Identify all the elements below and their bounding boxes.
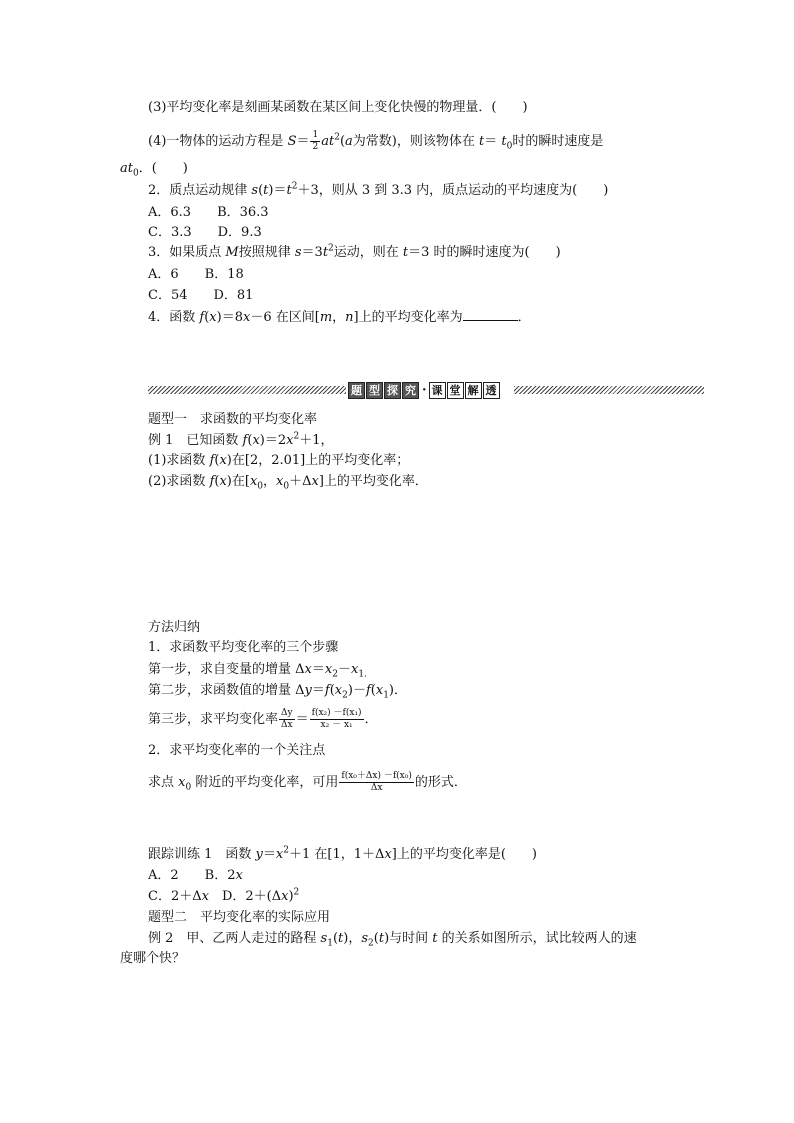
fraction-local-rate: $\frac{\text{f(x₀＋Δx) －f(x₀)}}{\Delta x}$ xyxy=(341,771,412,793)
fraction-difference-quotient: $\frac{\text{f(x₂) －f(x₁)}}{\text{x₂ － x₁}}$ xyxy=(311,708,362,730)
tracking-exercise-1-options-ab: A．2 B．2x xyxy=(148,868,243,883)
banner-char: 堂 xyxy=(447,382,464,399)
banner-char: 课 xyxy=(429,382,446,399)
method-section-2-body: 求点 $x_0$ 附近的平均变化率，可用 $\frac{\text{f(x₀＋Δx) －f(x₀)}}{\Delta x}$ 的形式． xyxy=(148,771,467,793)
example-1-part-1: (1)求函数 f(x)在[2，2.01]上的平均变化率； xyxy=(148,453,410,468)
banner-tag xyxy=(348,381,501,399)
answer-blank xyxy=(463,308,518,321)
method-step-3: 第三步，求平均变化率 $\frac{\Delta y}{\Delta x}$ ＝ $\frac{\text{f(x₂) －f(x₁)}}{\text{x₂ － x₁}}$ ． xyxy=(148,708,378,730)
banner-hatch-right xyxy=(514,386,704,394)
fraction-dy-dx: $\frac{\Delta y}{\Delta x}$ xyxy=(281,708,293,730)
banner-char: 究 xyxy=(402,382,419,399)
question-4-continuation: $at_0$．( ) xyxy=(120,161,188,179)
banner-hatch-left xyxy=(148,386,346,394)
tracking-exercise-1-stem: 跟踪训练 1 函数 $y=x^2+1$ 在[1，1＋Δx]上的平均变化率是( ) xyxy=(148,845,537,862)
banner-char: 透 xyxy=(483,382,500,399)
question-2-options-cd: C．3.3 D．9.3 xyxy=(148,225,262,240)
question-2-options-ab: A．6.3 B．36.3 xyxy=(148,205,269,220)
fraction-one-half: $\frac{1}{2}$ xyxy=(312,130,319,152)
banner-char: 型 xyxy=(366,382,383,399)
type2-title: 题型二 平均变化率的实际应用 xyxy=(148,910,331,925)
tracking-exercise-1-options-cd: C．2＋Δx D．$2+(\Delta x)^2$ xyxy=(148,887,300,904)
question-4b-stem: 4．函数 f(x)＝8x－6 在区间[m，n]上的平均变化率为 ． xyxy=(148,310,531,325)
example-1-stem: 例 1 已知函数 $f(x)=2x^2+1$， xyxy=(148,431,334,448)
example-2-stem: 例 2 甲、乙两人走过的路程 $s_1(t)$，$s_2(t)$与时间 t 的关系如图所示，试比较两人的速 xyxy=(148,931,637,949)
section-banner xyxy=(148,381,704,399)
banner-dot: · xyxy=(422,382,427,398)
question-3b-stem: 3．如果质点 M按照规律 $s=3t^2$运动，则在 t＝3 时的瞬时速度为( ) xyxy=(148,243,561,260)
example-1-part-2: (2)求函数 f(x)在[$x_0$，$x_0+\Delta x$]上的平均变化率． xyxy=(148,474,428,492)
question-4-statement: (4)一物体的运动方程是 S＝ $\frac{1}{2}$ $at^2(a$为常数)，则该物体在 $t= t_0$时的瞬时速度是 xyxy=(148,130,604,152)
question-2-stem: 2．质点运动规律 $s(t)=t^2+3$，则从 3 到 3.3 内，质点运动的平均速度为( ) xyxy=(148,181,609,198)
banner-char: 解 xyxy=(465,382,482,399)
method-section-2-heading: 2．求平均变化率的一个关注点 xyxy=(148,743,326,758)
banner-char: 探 xyxy=(384,382,401,399)
method-section-1-heading: 1．求函数平均变化率的三个步骤 xyxy=(148,640,339,655)
question-3-statement: (3)平均变化率是刻画某函数在某区间上变化快慢的物理量．( ) xyxy=(148,100,528,115)
question-3b-options-ab: A．6 B．18 xyxy=(148,267,244,282)
type1-title: 题型一 求函数的平均变化率 xyxy=(148,412,318,427)
method-title: 方法归纳 xyxy=(148,620,201,635)
example-2-continuation: 度哪个快？ xyxy=(120,951,186,966)
method-step-1: 第一步，求自变量的增量 $\Delta x=x_2-x_{1.}$ xyxy=(148,662,367,680)
method-step-2: 第二步，求函数值的增量 $\Delta y=f(x_2)-f(x_1)$． xyxy=(148,683,407,701)
question-3b-options-cd: C．54 D．81 xyxy=(148,288,254,303)
banner-char: 题 xyxy=(348,382,365,399)
